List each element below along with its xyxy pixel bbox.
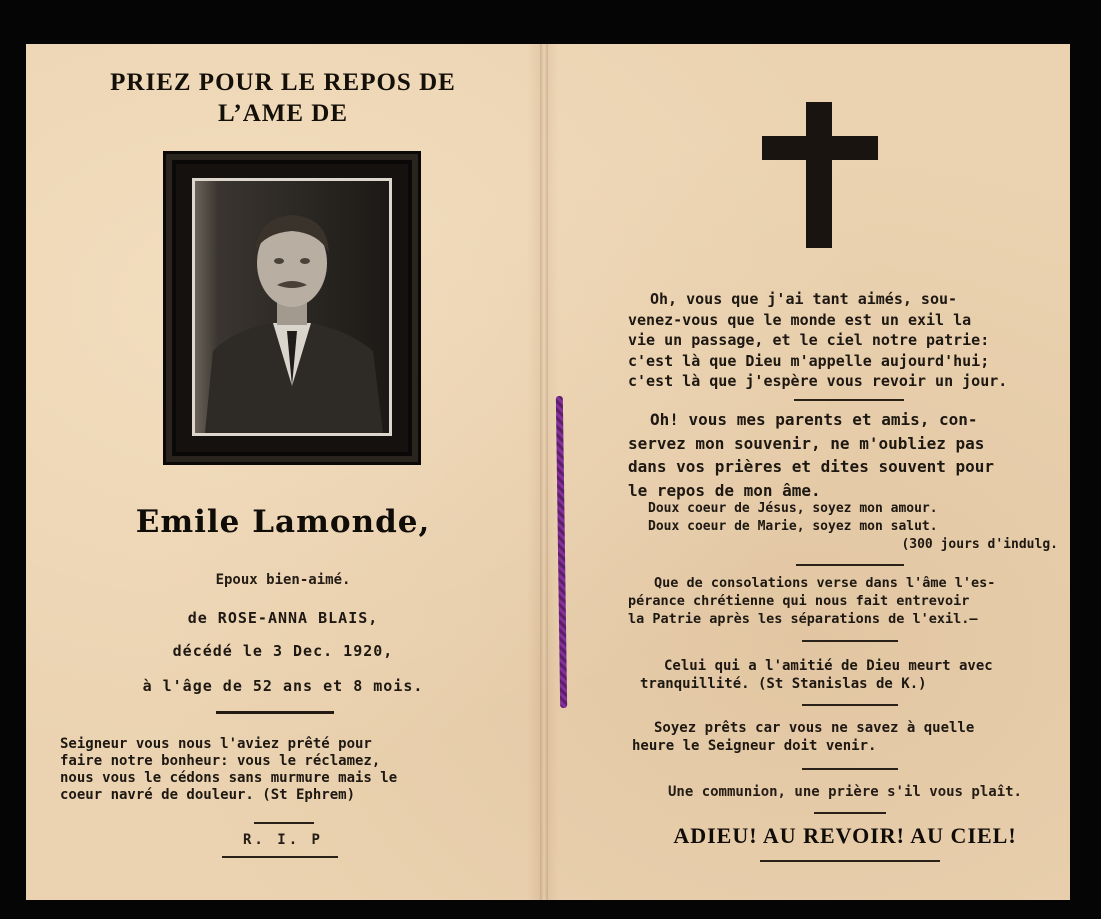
text-line: pérance chrétienne qui nous fait entrevoir [628,593,970,609]
quote-line: coeur navré de douleur. (St Ephrem) [60,787,356,803]
text-line: vie un passage, et le ciel notre patrie: [628,331,990,349]
divider-6 [814,812,886,814]
adieu-line: ADIEU! AU REVOIR! AU CIEL! [673,823,1017,848]
heading-line-2: L’AME DE [217,100,348,127]
text-line: servez mon souvenir, ne m'oubliez pas [628,433,985,453]
spouse-name: de ROSE-ANNA BLAIS, [187,609,379,627]
invocations [648,500,1058,554]
farewell-paragraph [628,289,1061,392]
card-fold [540,44,548,900]
death-date: décédé le 3 Dec. 1920, [172,642,394,660]
indulgence-note: (300 jours d'indulg. [901,537,1058,552]
cross-icon [760,100,880,250]
portrait-frame [163,151,421,465]
left-panel [26,44,540,900]
quote-paragraph [60,736,500,804]
text-line: tranquillité. (St Stanislas de K.) [640,676,927,692]
quote-line: Seigneur vous nous l'aviez prêté pour [60,736,372,752]
portrait-photo [195,181,389,433]
text-line: c'est là que Dieu m'appelle aujourd'hui; [628,351,990,370]
consolation-paragraph [628,574,1061,628]
portrait-figure [195,181,389,433]
divider-5 [802,768,898,770]
memorial-card [26,44,1070,900]
right-panel [548,44,1070,900]
text-line: dans vos prières et dites souvent pour [628,457,995,476]
text-line: Que de consolations verse dans l'âme l'es- [654,575,996,591]
remembrance-paragraph [628,408,1061,502]
left-divider [216,711,334,714]
divider-1 [794,399,904,401]
divider-2 [796,564,904,566]
rip-bottom-rule [222,856,338,858]
text-line: Celui qui a l'amitié de Dieu meurt avec [664,658,993,674]
rip-text: R. I. P [242,832,323,848]
text-line: venez-vous que le monde est un exil la [628,310,972,329]
text-line: la Patrie après les séparations de l'exil.— [628,611,978,627]
divider-3 [802,640,898,642]
closing-rule [760,860,940,862]
stanislas-quote [640,657,1065,693]
age-at-death: à l'âge de 52 ans et 8 mois. [142,677,424,695]
quote-line: nous vous le cédons sans murmure mais le [60,770,398,786]
text-line: c'est là que j'espère vous revoir un jour. [628,372,1008,390]
invocation-line: Doux coeur de Marie, soyez mon salut. [648,519,938,534]
rip-top-rule [254,822,314,824]
text-line: Oh, vous que j'ai tant aimés, sou- [650,290,958,308]
heading-line-1: PRIEZ POUR LE REPOS DE [110,69,456,96]
text-line: Oh! vous mes parents et amis, con- [650,410,978,429]
communion-request: Une communion, une prière s'il vous plaît. [667,784,1022,800]
portrait-mount [192,178,392,436]
text-line: heure le Seigneur doit venir. [632,738,877,754]
invocation-line: Doux coeur de Jésus, soyez mon amour. [648,501,938,516]
deceased-name: Emile Lamonde, [135,504,431,540]
text-line: Soyez prêts car vous ne savez à quelle [654,720,975,736]
text-line: le repos de mon âme. [628,480,821,500]
quote-line: faire notre bonheur: vous le réclamez, [60,753,381,769]
spouse-label: Epoux bien-aimé. [215,572,351,588]
readiness-paragraph [632,719,1065,755]
divider-4 [802,704,898,706]
